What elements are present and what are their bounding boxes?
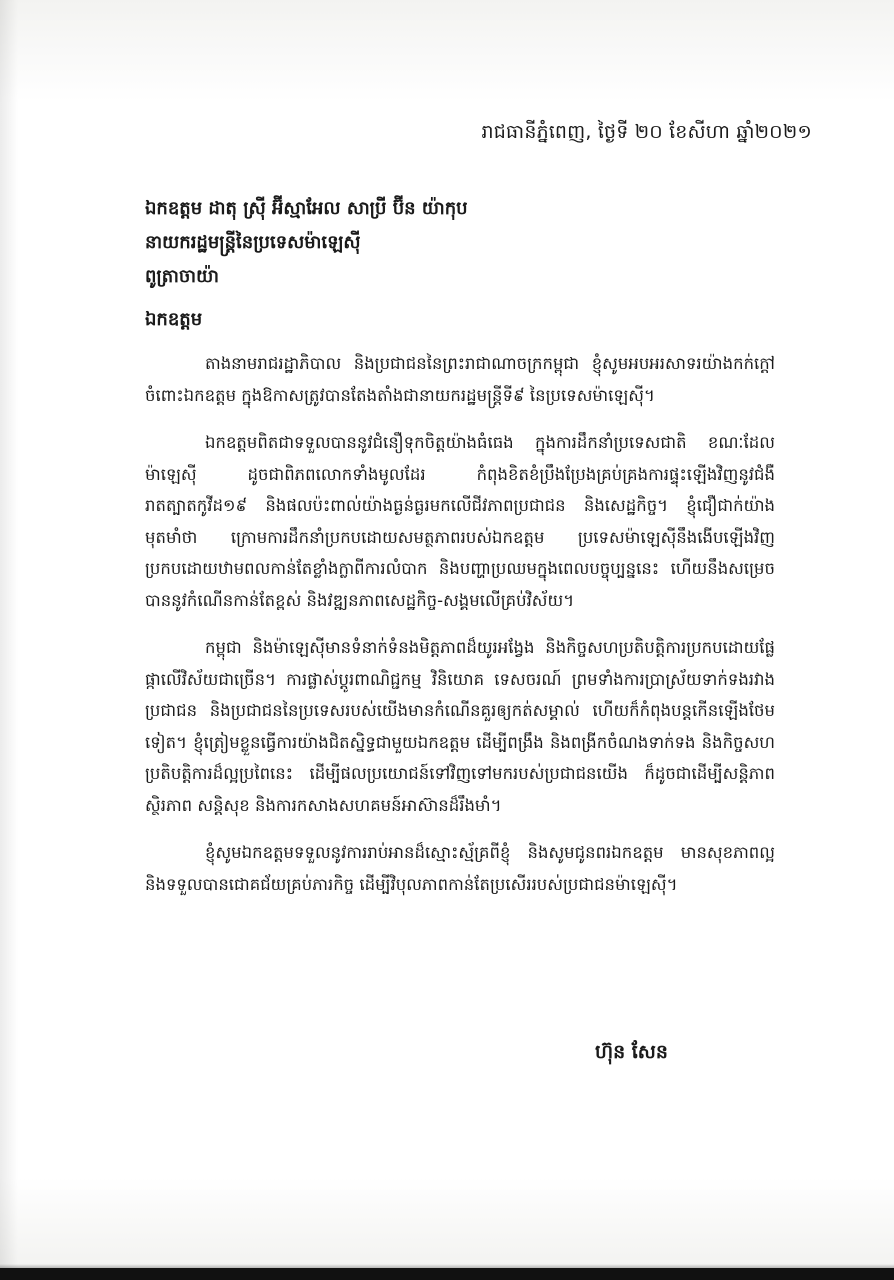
date-line: រាជធានីភ្នំពេញ, ថ្ងៃទី ២០ ខែសីហា ឆ្នាំ២០២១	[481, 121, 812, 143]
salutation: ឯកឧត្តម	[145, 309, 203, 330]
body-paragraph-3: កម្ពុជា និងម៉ាឡេស៊ីមានទំនាក់ទំនងមិត្តភាពដ៏យូរអង្វែង និងកិច្ចសហប្រតិបត្តិការប្រកបដោយផ្លែផ្កាលើវិស័យជាច្រើន។ ការផ្លាស់ប្តូរពាណិជ្ជកម្ម វិនិយោគ ទេសចរណ៍ ព្រមទាំងការប្រាស្រ័យទាក់ទងរវាងប្រជាជន និងប្រជាជននៃប្រទេសរបស់យើងមានកំណើនគួរឲ្យកត់សម្គាល់ ហើយក៏កំពុងបន្តកើនឡើងថែមទៀត។ ខ្ញុំត្រៀមខ្លួនធ្វើការយ៉ាងជិតស្និទ្ធជាមួយឯកឧត្តម ដើម្បីពង្រឹង និងពង្រីកចំណងទាក់ទង និងកិច្ចសហប្រតិបត្តិការដ៏ល្អប្រពៃនេះ ដើម្បីផលប្រយោជន៍ទៅវិញទៅមករបស់ប្រជាជនយើង ក៏ដូចជាដើម្បីសន្តិភាព ស្ថិរភាព សន្តិសុខ និងការកសាងសហគមន៍អាស៊ានដ៏រឹងមាំ។	[145, 638, 775, 815]
letter-body	[145, 348, 775, 916]
page-shadow	[0, 0, 18, 1280]
signature-name: ហ៊ុន សែន	[595, 1041, 668, 1063]
addressee-name: ឯកឧត្តម ដាតុ ស្រ៊ី អ៊ីស្មាអែល សាប្រី ប៊ីន យ៉ាកុប	[145, 198, 468, 219]
addressee-title: នាយករដ្ឋមន្ត្រីនៃប្រទេសម៉ាឡេស៊ី	[145, 232, 361, 253]
page-bottom-edge	[0, 1268, 894, 1280]
addressee-location: ពូត្រាចាយ៉ា	[145, 266, 219, 287]
addressee-block	[145, 192, 765, 294]
body-paragraph-4: ខ្ញុំសូមឯកឧត្តមទទួលនូវការរាប់អានដ៏ស្មោះស្ម័គ្រពីខ្ញុំ និងសូមជូនពរឯកឧត្តម មានសុខភាពល្អ និងទទួលបានជោគជ័យគ្រប់ភារកិច្ច ដើម្បីវិបុលភាពកាន់តែប្រសើររបស់ប្រជាជនម៉ាឡេស៊ី។	[145, 843, 775, 894]
body-paragraph-1: តាងនាមរាជរដ្ឋាភិបាល និងប្រជាជននៃព្រះរាជាណាចក្រកម្ពុជា ខ្ញុំសូមអបអរសាទរយ៉ាងកក់ក្តៅចំពោះឯកឧត្តម ក្នុងឱកាសត្រូវបានតែងតាំងជានាយករដ្ឋមន្ត្រីទី៩ នៃប្រទេសម៉ាឡេស៊ី។	[145, 354, 775, 405]
body-paragraph-2: ឯកឧត្តមពិតជាទទួលបាននូវជំនឿទុកចិត្តយ៉ាងធំធេង ក្នុងការដឹកនាំប្រទេសជាតិ ខណៈដែលម៉ាឡេស៊ី ដូចជាពិភពលោកទាំងមូលដែរ កំពុងខិតខំប្រឹងប្រែងគ្រប់គ្រងការផ្ទុះឡើងវិញនូវជំងឺរាតត្បាតកូវីដ១៩ និងផលប៉ះពាល់យ៉ាងធ្ងន់ធ្ងរមកលើជីវភាពប្រជាជន និងសេដ្ឋកិច្ច។ ខ្ញុំជឿជាក់យ៉ាងមុតមាំថា ក្រោមការដឹកនាំប្រកបដោយសមត្ថភាពរបស់ឯកឧត្តម ប្រទេសម៉ាឡេស៊ីនឹងងើបឡើងវិញប្រកបដោយឋាមពលកាន់តែខ្លាំងក្លាពីការលំបាក និងបញ្ហាប្រឈមក្នុងពេលបច្ចុប្បន្ននេះ ហើយនឹងសម្រេចបាននូវកំណើនកាន់តែខ្ពស់ និងវឌ្ឍនភាពសេដ្ឋកិច្ច-សង្គមលើគ្រប់វិស័យ។	[145, 433, 775, 610]
